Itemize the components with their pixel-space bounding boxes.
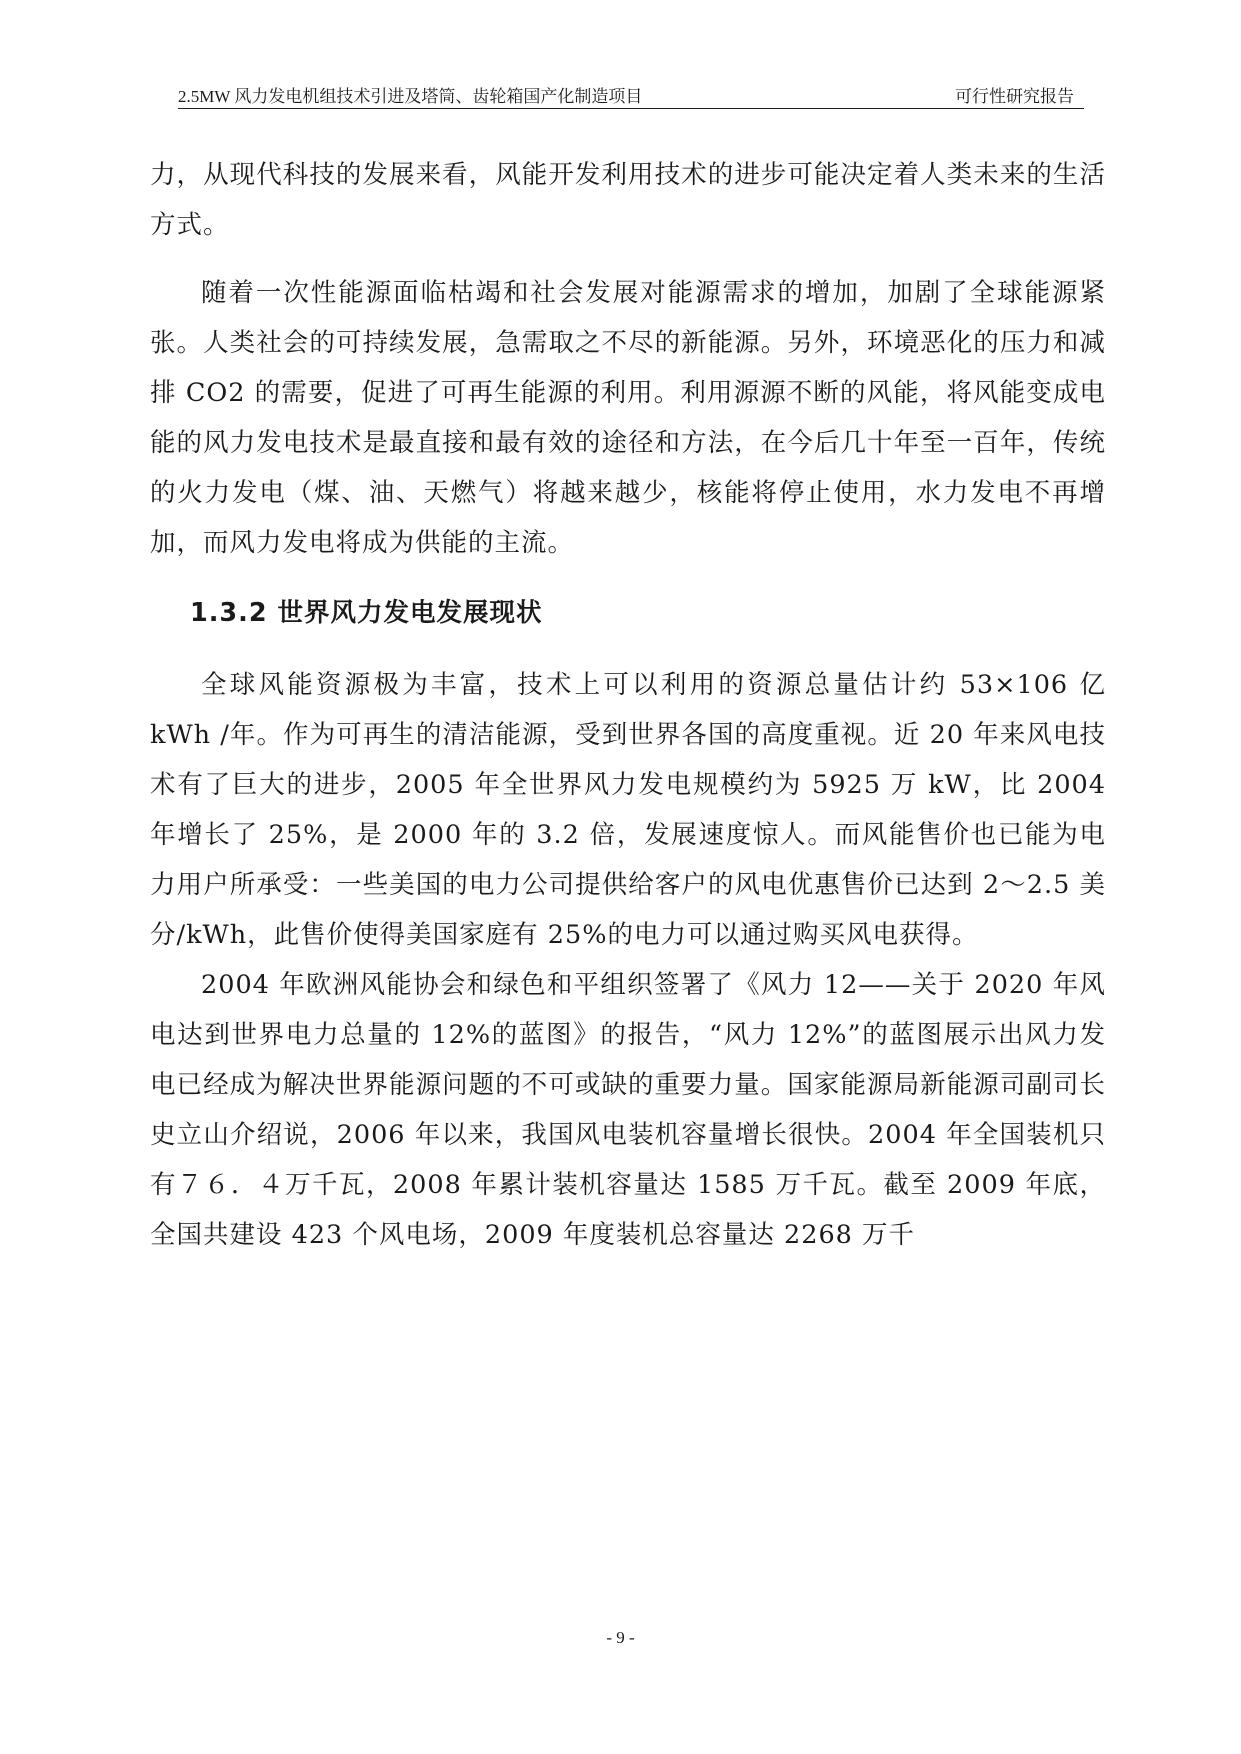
header-project-title: 2.5MW 风力发电机组技术引进及塔筒、齿轮箱国产化制造项目 bbox=[178, 87, 643, 106]
header-report-type: 可行性研究报告 bbox=[955, 87, 1074, 106]
paragraph-continued: 力，从现代科技的发展来看，风能开发利用技术的进步可能决定着人类未来的生活方式。 bbox=[150, 160, 1106, 240]
page-number: - 9 - bbox=[606, 1628, 635, 1647]
page-header bbox=[178, 86, 1084, 109]
paragraph: 随着一次性能源面临枯竭和社会发展对能源需求的增加，加剧了全球能源紧张。人类社会的可持续发展，急需取之不尽的新能源。另外，环境恶化的压力和减排 CO2 的需要，促进了可再生能源的利用。利用源源不断的风能，将风能变成电能的风力发电技术是最直接和最有效的途径和方法，在今后几十年至一百年，传统的火力发电（煤、油、天燃气）将越来越少，核能将停止使用，水力发电不再增加，而风力发电将成为供能的主流。 bbox=[150, 278, 1106, 558]
paragraph: 全球风能资源极为丰富，技术上可以利用的资源总量估计约 53×106 亿 kWh /年。作为可再生的清洁能源，受到世界各国的高度重视。近 20 年来风电技术有了巨大的进步，2005 年全世界风力发电规模约为 5925 万 kW，比 2004 年增长了 25%，是 2000 年的 3.2 倍，发展速度惊人。而风能售价也已能为电力用户所承受：一些美国的电力公司提供给客户的风电优惠售价已达到 2～2.5 美分/kWh，此售价使得美国家庭有 25%的电力可以通过购买风电获得。 bbox=[150, 670, 1106, 950]
paragraph: 2004 年欧洲风能协会和绿色和平组织签署了《风力 12——关于 2020 年风电达到世界电力总量的 12%的蓝图》的报告，“风力 12%”的蓝图展示出风力发电已经成为解决世界能源问题的不可或缺的重要力量。国家能源局新能源司副司长史立山介绍说，2006 年以来，我国风电装机容量增长很快。2004 年全国装机只有７６．４万千瓦，2008 年累计装机容量达 1585 万千瓦。截至 2009 年底，全国共建设 423 个风电场，2009 年度装机总容量达 2268 万千 bbox=[150, 970, 1106, 1250]
body-text bbox=[150, 150, 1106, 1260]
section-heading: 1.3.2 世界风力发电发展现状 bbox=[190, 598, 543, 628]
